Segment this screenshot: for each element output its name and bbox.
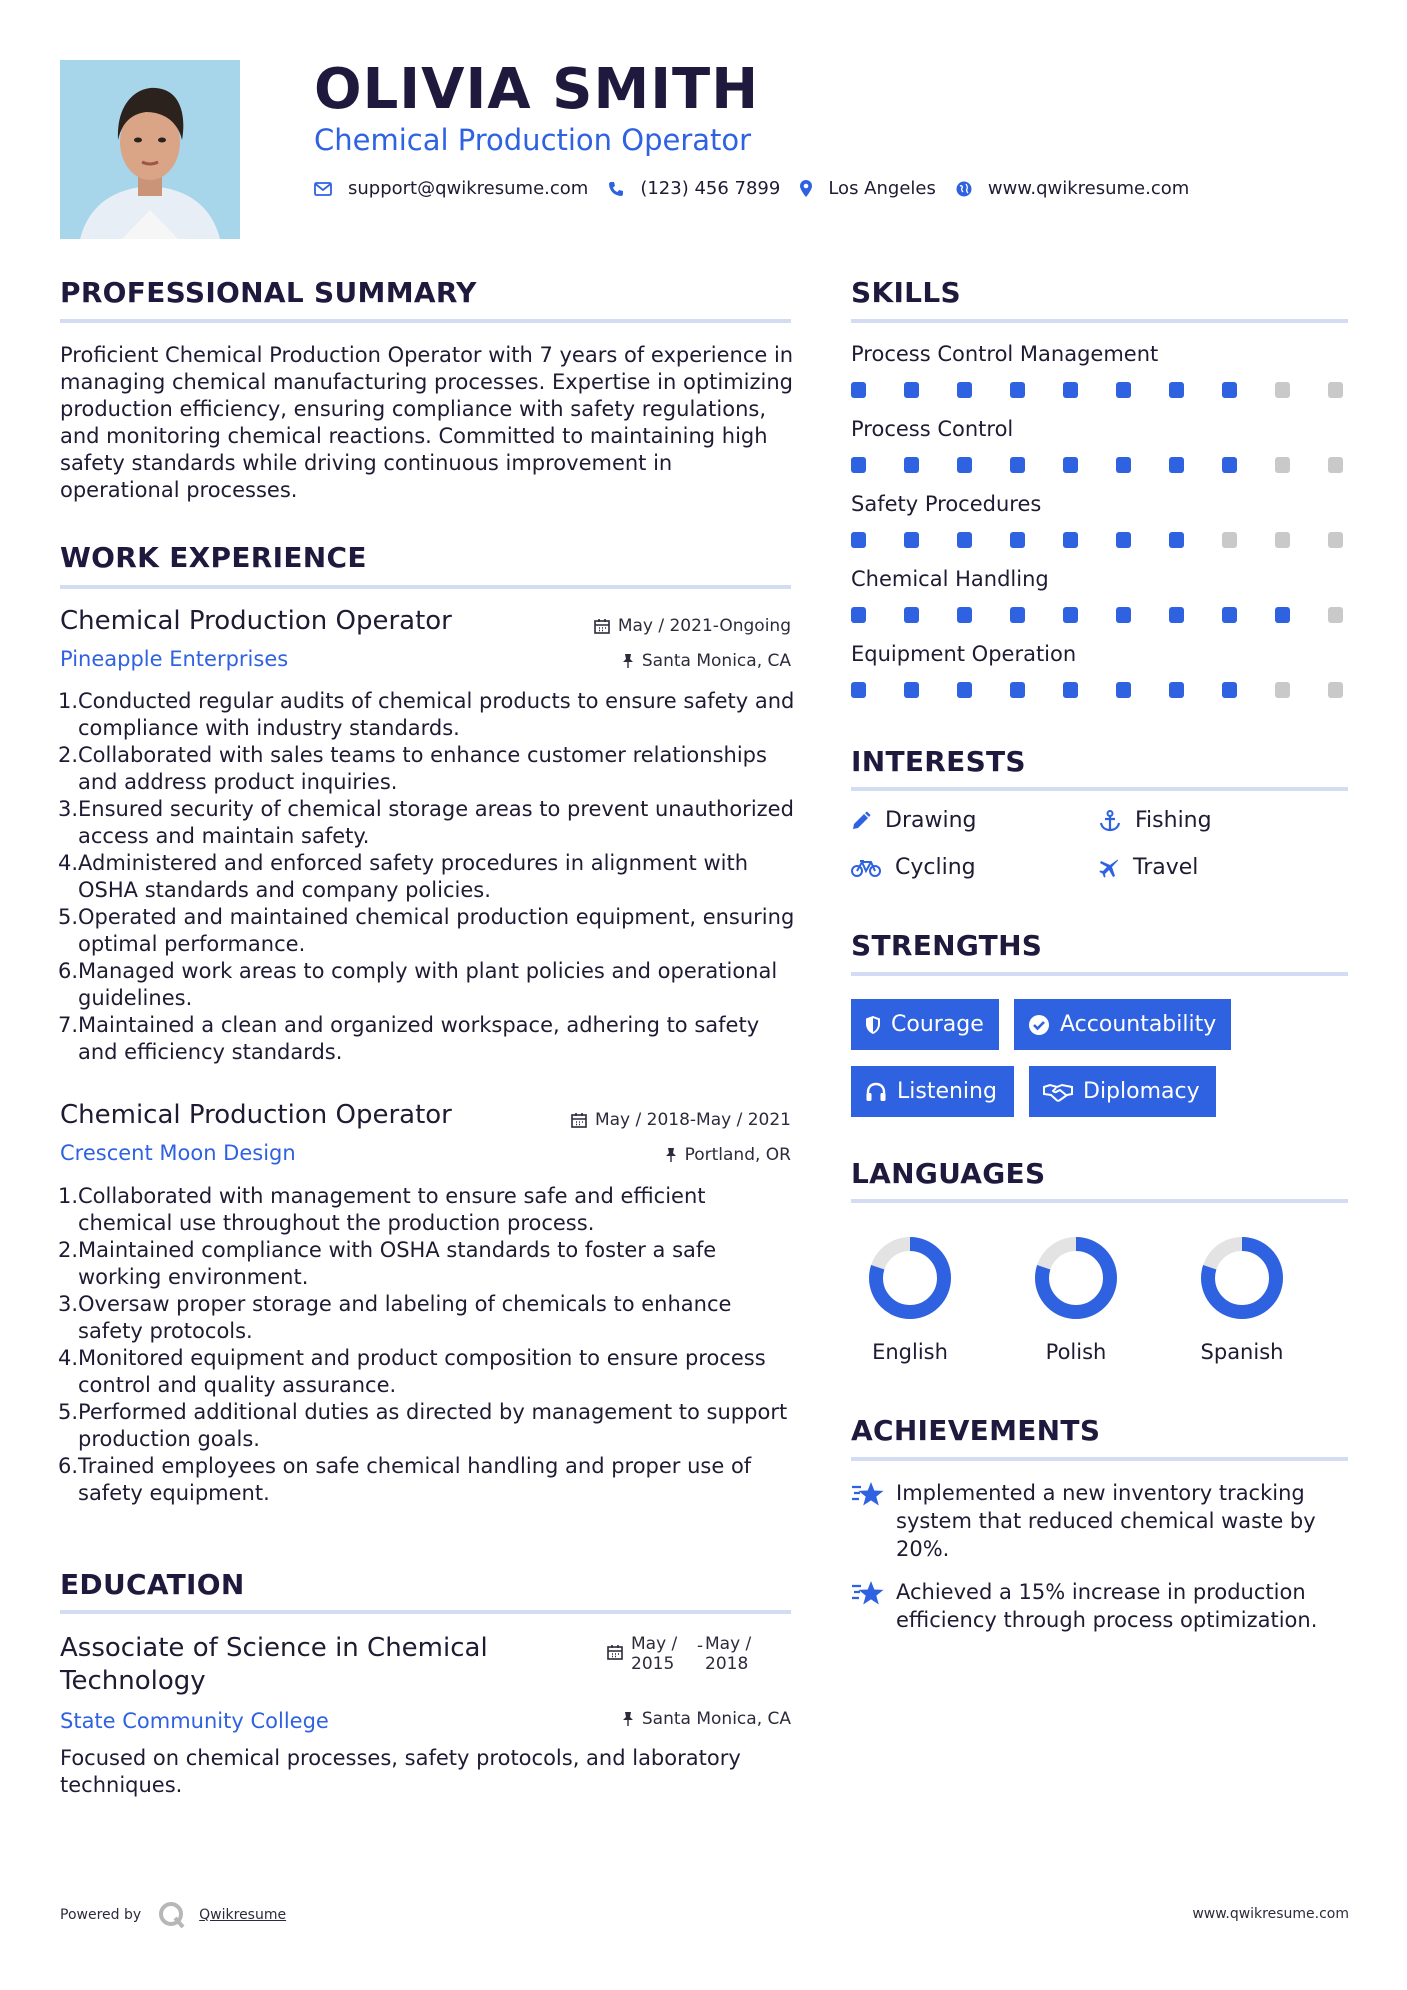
plane-icon	[1099, 858, 1119, 878]
star-icon	[851, 1481, 885, 1514]
pushpin-icon	[622, 1711, 634, 1727]
skill-dot	[1169, 682, 1184, 698]
skill-dot	[1116, 457, 1131, 473]
education-heading: EDUCATION	[60, 1568, 245, 1601]
summary-divider	[60, 319, 791, 323]
strength-tag: Diplomacy	[1029, 1066, 1216, 1117]
skill-rating	[851, 382, 1343, 398]
skill-dot	[957, 532, 972, 548]
skill-dot	[904, 607, 919, 623]
job-location: Santa Monica, CA	[622, 651, 791, 671]
list-item: 6. Trained employees on safe chemical handling and proper use of safety equipment.	[58, 1454, 752, 1505]
list-item: 1. Collaborated with management to ensure safe and efficient chemical use throughout the production process.	[58, 1184, 706, 1235]
email-text: support@qwikresume.com	[348, 178, 589, 199]
company-name[interactable]: Crescent Moon Design	[60, 1141, 296, 1165]
skill-dot	[1222, 682, 1237, 698]
qwikresume-link[interactable]: Qwikresume	[199, 1907, 287, 1923]
skill-rating	[851, 682, 1343, 698]
summary-text: Proficient Chemical Production Operator with 7 years of experience in managing chemical manufacturing processes. Expertise in optimizing production efficiency, ensuring compliance with safety regulations, and monitoring chemical reactions. Committed to maintaining high safety standards while driving continuous improvement in operational processes.	[60, 343, 794, 502]
skill-dot	[1169, 532, 1184, 548]
skill-dot	[1328, 682, 1343, 698]
skill-dot	[1222, 607, 1237, 623]
achievement-item: Achieved a 15% increase in production efficiency through process optimization.	[851, 1578, 1351, 1634]
calendar-icon	[571, 1112, 587, 1128]
footer-website[interactable]: www.qwikresume.com	[1192, 1906, 1349, 1922]
education-location: Santa Monica, CA	[622, 1709, 791, 1729]
skill-name: Process Control	[851, 417, 1014, 441]
pencil-icon	[851, 811, 871, 831]
skill-dot	[1010, 607, 1025, 623]
skill-dot	[957, 607, 972, 623]
languages-divider	[851, 1199, 1348, 1203]
skill-dot	[1116, 382, 1131, 398]
location-text: Los Angeles	[828, 178, 936, 199]
language-name: Polish	[1045, 1340, 1107, 1364]
contact-website[interactable]	[956, 178, 1189, 199]
skill-name: Safety Procedures	[851, 492, 1042, 516]
skill-dot	[1169, 382, 1184, 398]
skill-dot	[851, 382, 866, 398]
footer-powered-by: Powered by Qwikresume	[60, 1900, 286, 1930]
skill-dot	[851, 607, 866, 623]
skill-dot	[1116, 607, 1131, 623]
star-icon	[851, 1580, 885, 1613]
job-date: May / 2018-May / 2021	[571, 1110, 791, 1130]
list-item: 1. Conducted regular audits of chemical products to ensure safety and compliance with industry standards.	[58, 689, 795, 740]
job-title: Chemical Production Operator	[60, 606, 452, 636]
skill-rating	[851, 457, 1343, 473]
language-donut-english	[868, 1236, 952, 1320]
phone-text: (123) 456 7899	[640, 178, 781, 199]
list-item: 4. Administered and enforced safety procedures in alignment with OSHA standards and company policies.	[58, 851, 749, 902]
list-item: 2. Maintained compliance with OSHA standards to foster a safe working environment.	[58, 1238, 717, 1289]
language-name: English	[872, 1340, 948, 1364]
interests-heading: INTERESTS	[851, 745, 1026, 778]
skill-dot	[1063, 682, 1078, 698]
skill-dot	[904, 457, 919, 473]
strength-tag: Accountability	[1014, 999, 1231, 1050]
skill-dot	[851, 457, 866, 473]
interest-item: Drawing	[851, 808, 976, 833]
list-item: 7. Maintained a clean and organized workspace, adhering to safety and efficiency standards.	[58, 1013, 760, 1064]
list-item: 3. Oversaw proper storage and labeling of chemicals to enhance safety protocols.	[58, 1292, 732, 1343]
skill-dot	[1275, 532, 1290, 548]
school-name[interactable]: State Community College	[60, 1709, 329, 1733]
achievement-item: Implemented a new inventory tracking system that reduced chemical waste by 20%.	[851, 1479, 1351, 1563]
bicycle-icon	[851, 859, 881, 877]
skill-dot	[1010, 382, 1025, 398]
interest-item: Fishing	[1099, 808, 1212, 833]
skill-dot	[1063, 532, 1078, 548]
list-item: 6. Managed work areas to comply with plant policies and operational guidelines.	[58, 959, 778, 1010]
skill-dot	[1063, 457, 1078, 473]
headphones-icon	[865, 1082, 887, 1102]
skill-dot	[1222, 457, 1237, 473]
pushpin-icon	[622, 653, 634, 669]
anchor-icon	[1099, 810, 1121, 832]
language-name: Spanish	[1200, 1340, 1284, 1364]
skill-name: Chemical Handling	[851, 567, 1049, 591]
contact-location	[800, 178, 936, 199]
contact-phone[interactable]	[608, 178, 780, 199]
skills-heading: SKILLS	[851, 276, 961, 309]
skill-rating	[851, 532, 1343, 548]
experience-divider	[60, 585, 791, 589]
skill-dot	[904, 532, 919, 548]
strengths-heading: STRENGTHS	[851, 929, 1043, 962]
phone-icon	[608, 181, 624, 197]
skill-dot	[1222, 382, 1237, 398]
skill-dot	[1275, 382, 1290, 398]
shield-icon	[865, 1015, 881, 1035]
map-pin-icon	[800, 180, 812, 197]
envelope-icon	[314, 182, 332, 196]
interests-divider	[851, 787, 1348, 791]
skill-dot	[1063, 607, 1078, 623]
list-item: 5. Operated and maintained chemical production equipment, ensuring optimal performance.	[58, 905, 795, 956]
skill-dot	[1169, 457, 1184, 473]
interest-item: Travel	[1099, 855, 1198, 880]
skill-dot	[957, 382, 972, 398]
skill-dot	[1328, 607, 1343, 623]
skill-dot	[1275, 457, 1290, 473]
skill-name: Process Control Management	[851, 342, 1159, 366]
education-divider	[60, 1610, 791, 1614]
list-item: 5. Performed additional duties as directed by management to support production goals.	[58, 1400, 788, 1451]
globe-icon	[956, 181, 972, 197]
qwikresume-logo-icon	[157, 1900, 187, 1930]
job-date: May / 2021-Ongoing	[594, 616, 791, 636]
contact-email[interactable]	[314, 178, 588, 199]
languages-heading: LANGUAGES	[851, 1157, 1046, 1190]
skill-dot	[851, 682, 866, 698]
interest-item: Cycling	[851, 855, 976, 880]
list-item: 3. Ensured security of chemical storage areas to prevent unauthorized access and maintain safety.	[58, 797, 794, 848]
skill-dot	[904, 682, 919, 698]
experience-heading: WORK EXPERIENCE	[60, 541, 367, 574]
strength-tag: Courage	[851, 999, 999, 1050]
skill-dot	[1328, 532, 1343, 548]
list-item: 2. Collaborated with sales teams to enhance customer relationships and address product inquiries.	[58, 743, 767, 794]
calendar-icon	[607, 1644, 623, 1660]
company-name[interactable]: Pineapple Enterprises	[60, 647, 289, 671]
skill-dot	[1275, 682, 1290, 698]
language-donut-polish	[1034, 1236, 1118, 1320]
skill-dot	[1222, 532, 1237, 548]
skill-dot	[851, 532, 866, 548]
skill-dot	[1328, 457, 1343, 473]
pushpin-icon	[665, 1147, 677, 1163]
skill-dot	[1116, 682, 1131, 698]
skill-dot	[1010, 532, 1025, 548]
skill-dot	[1328, 382, 1343, 398]
check-circle-icon	[1028, 1014, 1050, 1036]
achievements-heading: ACHIEVEMENTS	[851, 1414, 1101, 1447]
job-title: Chemical Production Operator	[60, 1100, 452, 1130]
skills-divider	[851, 319, 1348, 323]
skill-name: Equipment Operation	[851, 642, 1077, 666]
job-bullets	[60, 688, 795, 1066]
handshake-icon	[1043, 1082, 1073, 1102]
skill-dot	[1010, 457, 1025, 473]
calendar-icon	[594, 618, 610, 634]
skill-dot	[1169, 607, 1184, 623]
strengths-divider	[851, 972, 1348, 976]
profile-photo	[60, 60, 240, 239]
skill-dot	[1010, 682, 1025, 698]
education-description: Focused on chemical processes, safety protocols, and laboratory techniques.	[60, 1746, 741, 1797]
education-date: May / 2015 - May / 2018	[607, 1634, 751, 1674]
candidate-name: OLIVIA SMITH	[314, 57, 760, 122]
contact-bar	[314, 178, 1209, 199]
skill-dot	[1063, 382, 1078, 398]
skill-rating	[851, 607, 1343, 623]
summary-heading: PROFESSIONAL SUMMARY	[60, 276, 477, 309]
job-location: Portland, OR	[665, 1145, 791, 1165]
skill-dot	[1275, 607, 1290, 623]
skill-dot	[904, 382, 919, 398]
language-donut-spanish	[1200, 1236, 1284, 1320]
skill-dot	[957, 682, 972, 698]
skill-dot	[1116, 532, 1131, 548]
job-bullets	[60, 1183, 795, 1507]
candidate-title: Chemical Production Operator	[314, 123, 752, 157]
list-item: 4. Monitored equipment and product composition to ensure process control and quality assurance.	[58, 1346, 766, 1397]
website-text: www.qwikresume.com	[987, 178, 1190, 199]
strength-tag: Listening	[851, 1066, 1014, 1117]
degree-title: Associate of Science in Chemical Technology	[60, 1633, 488, 1696]
achievements-divider	[851, 1457, 1348, 1461]
skill-dot	[957, 457, 972, 473]
